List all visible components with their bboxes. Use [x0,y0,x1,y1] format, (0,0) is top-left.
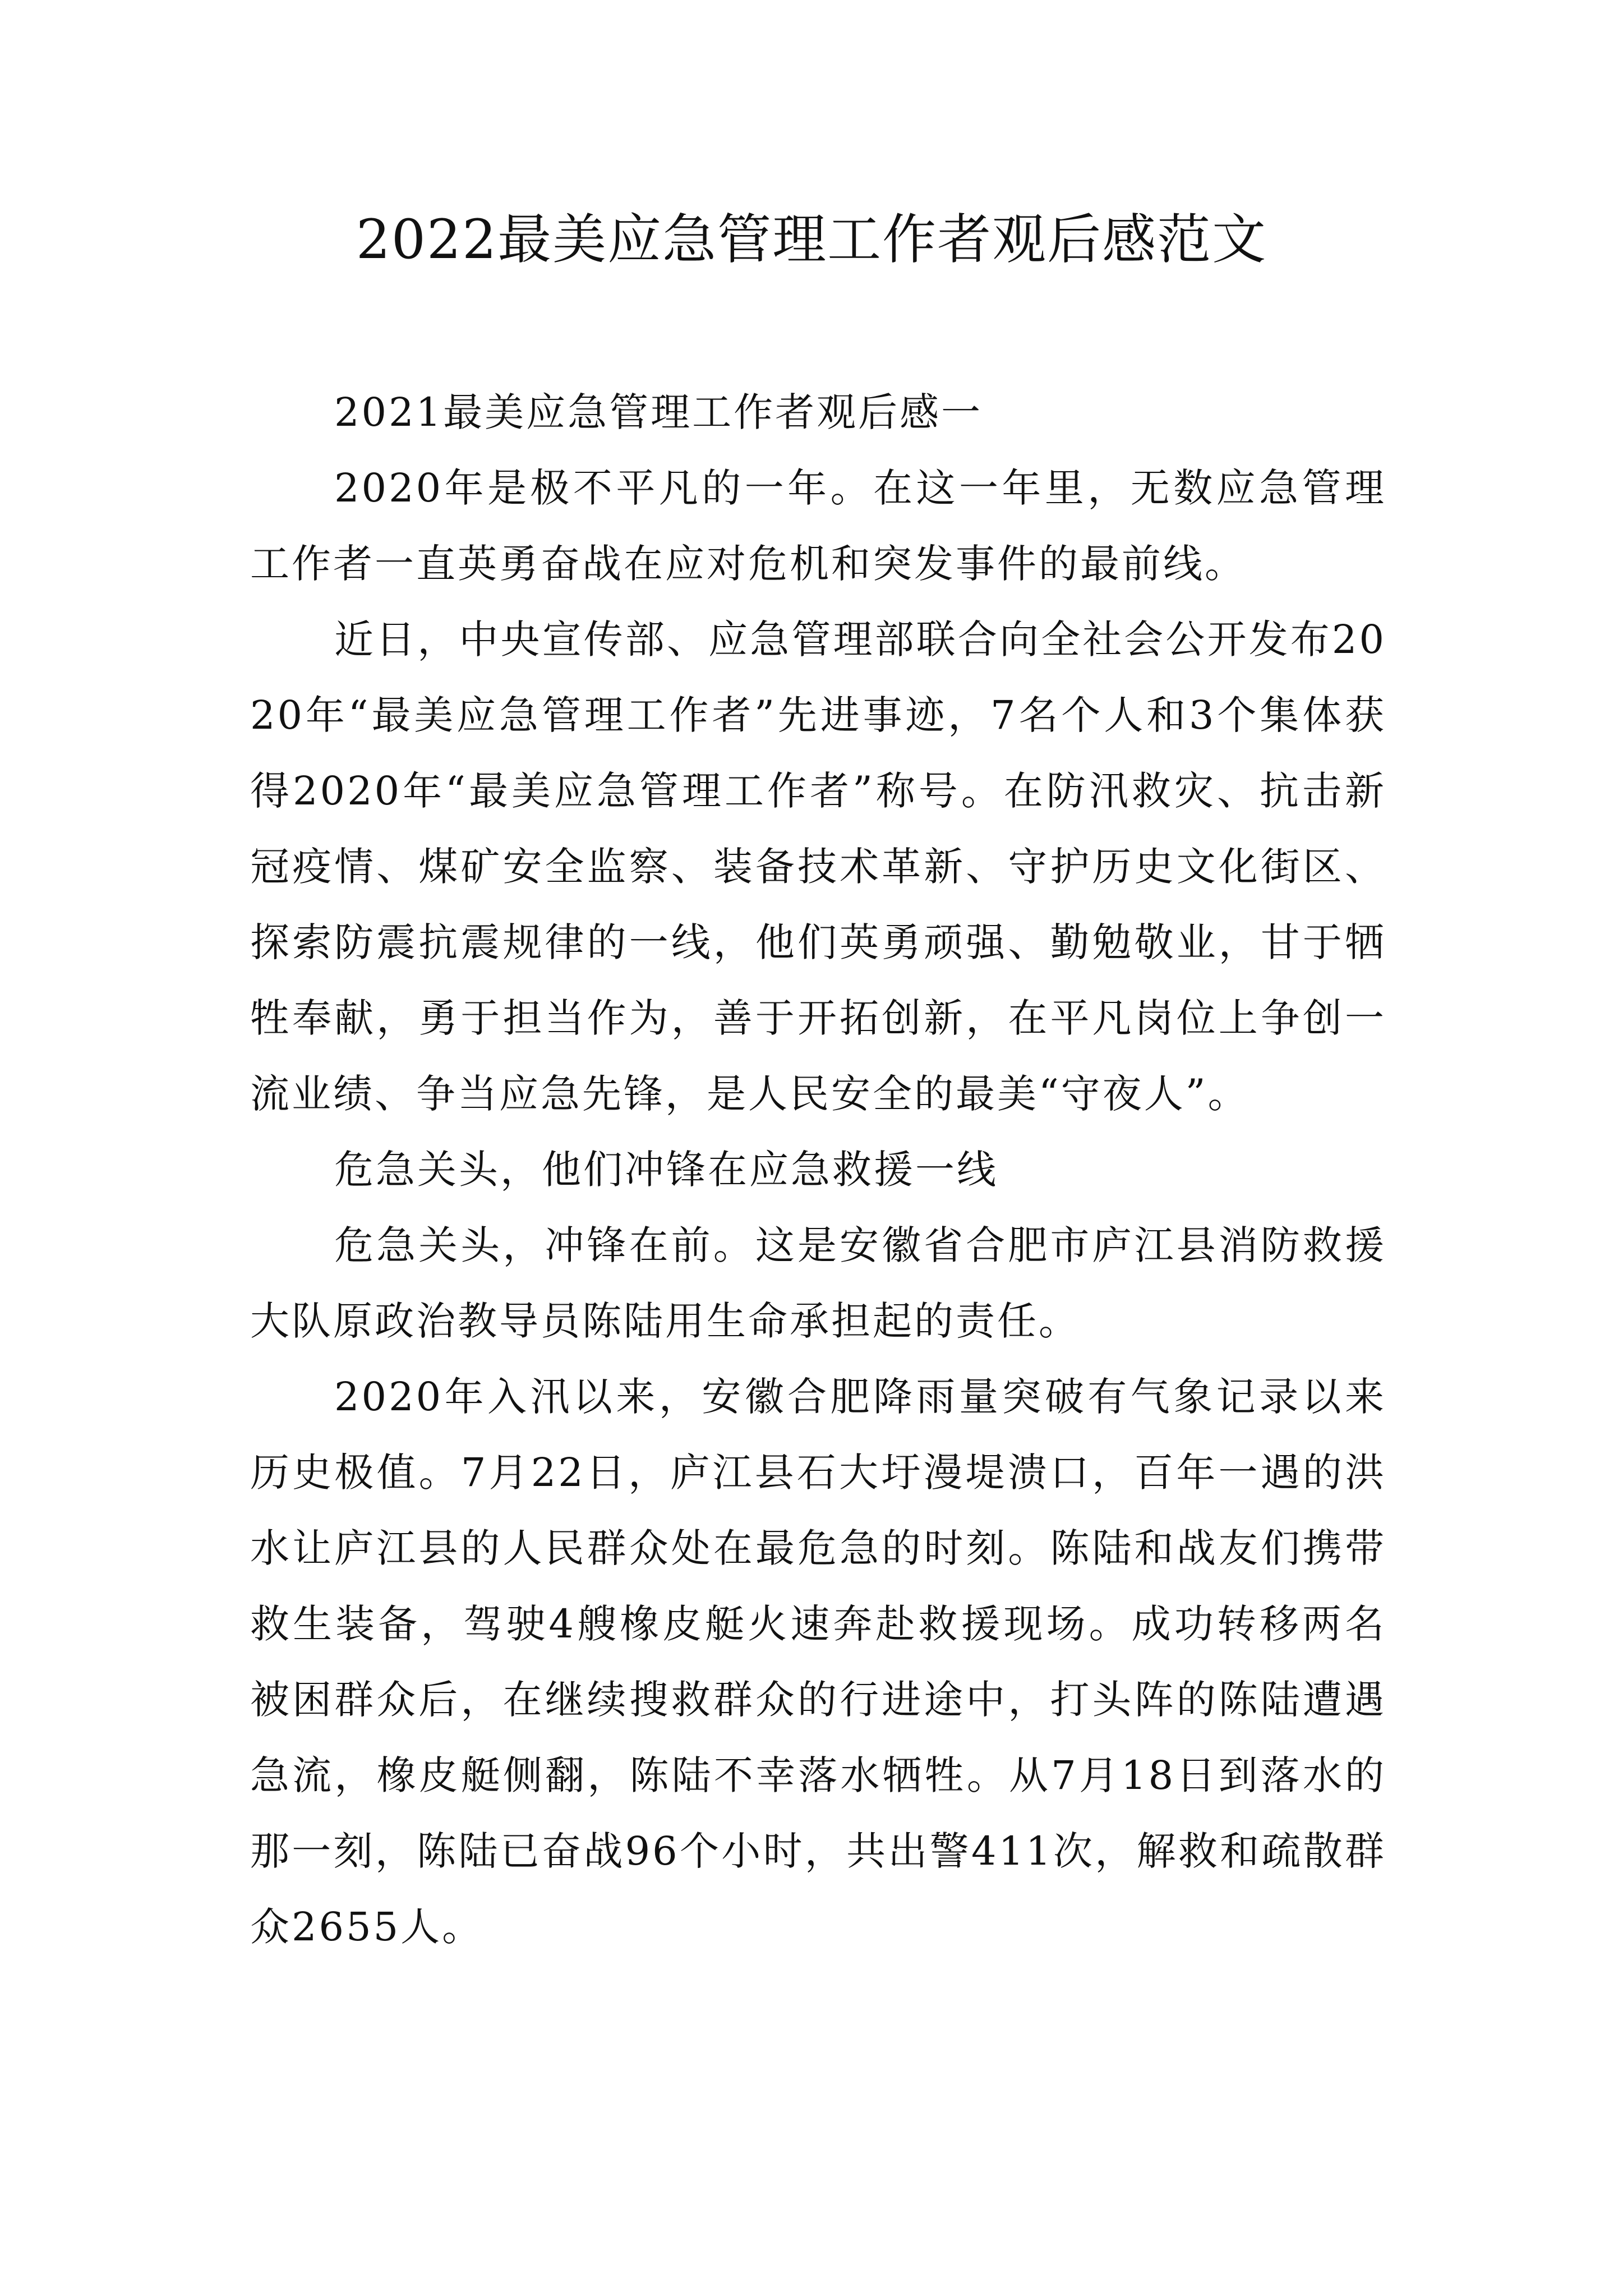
section-heading: 2021最美应急管理工作者观后感一 [334,389,983,435]
section-heading: 危急关头，他们冲锋在应急救援一线 [334,1147,998,1193]
paragraph: 2020年是极不平凡的一年。在这一年里，无数应急管理工作者一直英勇奋战在应对危机和突发事件的最前线。 [250,465,1386,587]
paragraph: 2020年入汛以来，安徽合肥降雨量突破有气象记录以来历史极值。7月22日，庐江县石大圩漫堤溃口，百年一遇的洪水让庐江县的人民群众处在最危急的时刻。陈陆和战友们携带救生装备，驾驶4艘橡皮艇火速奔赴救援现场。成功转移两名被困群众后，在继续搜救群众的行进途中，打头阵的陈陆遭遇急流，橡皮艇侧翻，陈陆不幸落水牺牲。从7月18日到落水的那一刻，陈陆已奋战96个小时，共出警411次，解救和疏散群众2655人。 [250,1374,1386,1950]
paragraph: 近日，中央宣传部、应急管理部联合向全社会公开发布2020年“最美应急管理工作者”先进事迹，7名个人和3个集体获得2020年“最美应急管理工作者”称号。在防汛救灾、抗击新冠疫情、煤矿安全监察、装备技术革新、守护历史文化街区、探索防震抗震规律的一线，他们英勇顽强、勤勉敬业，甘于牺牲奉献，勇于担当作为，善于开拓创新，在平凡岗位上争创一流业绩、争当应急先锋，是人民安全的最美“守夜人”。 [250,616,1386,1117]
paragraph: 危急关头，冲锋在前。这是安徽省合肥市庐江县消防救援大队原政治教导员陈陆用生命承担起的责任。 [250,1222,1386,1344]
document-body [250,375,1386,1965]
document-title: 2022最美应急管理工作者观后感范文 [356,208,1267,271]
